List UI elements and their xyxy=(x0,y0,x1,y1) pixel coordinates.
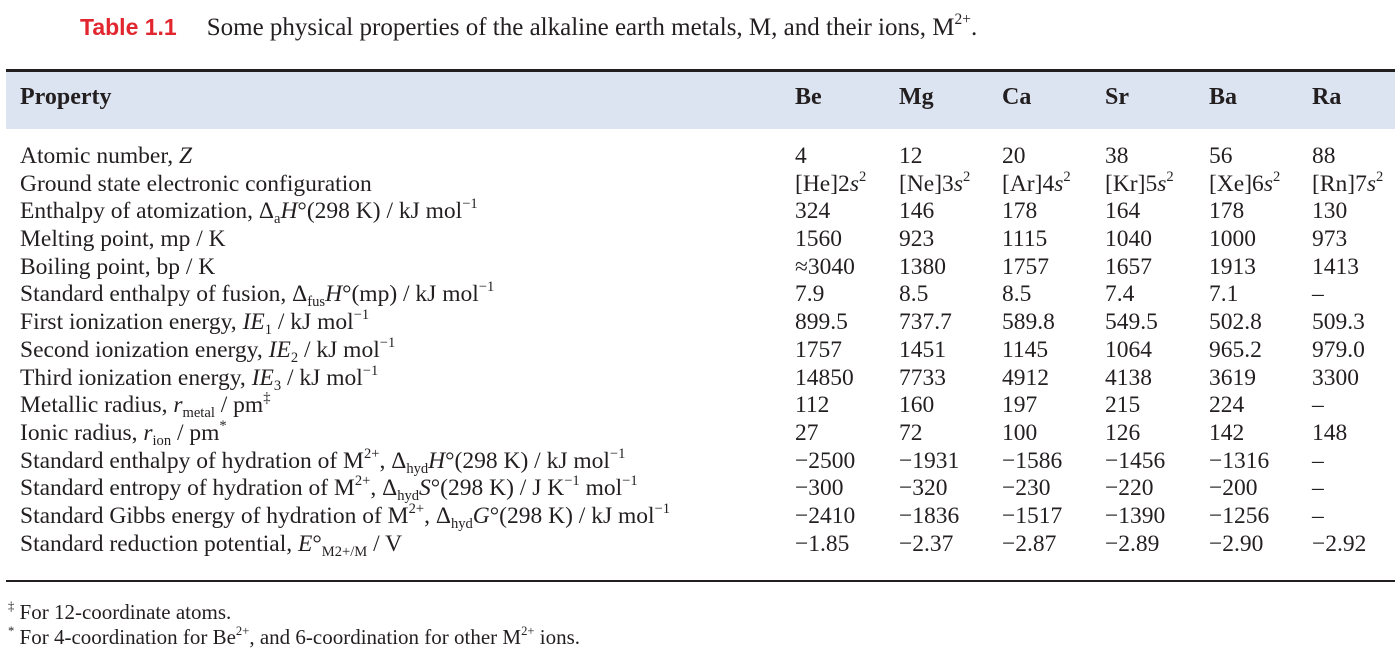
row-value-be: 1757 xyxy=(795,336,842,363)
row-property-label: Melting point, mp / K xyxy=(20,226,226,253)
row-value-ra: 1413 xyxy=(1312,253,1359,280)
row-value-ca: 20 xyxy=(1002,143,1026,169)
row-value-be: 27 xyxy=(795,419,819,446)
row-value-mg: 1451 xyxy=(899,336,946,363)
row-value-sr: 1040 xyxy=(1105,226,1152,253)
row-value-ra: 148 xyxy=(1312,419,1348,446)
row-value-ba: 7.1 xyxy=(1209,281,1239,308)
row-property-label: Standard entropy of hydration of $M^{2+}$, $\Delta_{hyd}S^\circ(298$ K) / J $K^{-1}$ mol$^{-1}$ xyxy=(20,473,638,505)
row-value-ba: 3619 xyxy=(1209,364,1256,391)
row-value-sr: 549.5 xyxy=(1105,309,1158,336)
footnote-asterisk xyxy=(8,625,580,650)
row-value-ra: 973 xyxy=(1312,226,1348,253)
row-value-ba: 224 xyxy=(1209,392,1245,419)
table-label: Table 1.1 xyxy=(80,14,177,40)
row-property-label: Boiling point, bp / K xyxy=(20,253,216,280)
row-value-ca: −230 xyxy=(1002,475,1051,502)
row-value-mg: −320 xyxy=(899,475,948,502)
row-value-ba: 178 xyxy=(1209,198,1245,225)
row-property-label: Standard enthalpy of fusion, $\Delta_{fus}H^\circ(mp)$ / kJ mol$^{-1}$ xyxy=(20,279,495,311)
header-band xyxy=(6,72,1395,129)
row-property-label: Ground state electronic configuration xyxy=(20,170,372,197)
row-value-be: −1.85 xyxy=(795,530,850,557)
row-value-mg: −1836 xyxy=(899,502,960,529)
footnote-mark: ‡ xyxy=(8,599,15,614)
row-value-ca: 1757 xyxy=(1002,253,1049,280)
row-value-ca: 100 xyxy=(1002,419,1038,446)
row-value-mg: 1380 xyxy=(899,253,946,280)
row-value-sr: −1456 xyxy=(1105,447,1166,474)
row-value-ra: −2.92 xyxy=(1312,530,1367,557)
row-value-ba: −1316 xyxy=(1209,447,1270,474)
caption-text: Some physical properties of the alkaline earth metals, M, and their ions, M xyxy=(206,14,955,41)
row-property-label: Standard Gibbs energy of hydration of $M^{2+}$, $\Delta_{hyd}G^\circ(298$ K) / kJ mol$^{-1}$ xyxy=(20,500,671,533)
row-property-label: Metallic radius, $r_{metal} / pm^\ddagger$ xyxy=(20,390,271,422)
row-value-be: 899.5 xyxy=(795,309,848,336)
row-value-sr: −2.89 xyxy=(1105,530,1160,557)
row-value-sr: 1064 xyxy=(1105,336,1152,363)
row-value-ra: 88 xyxy=(1312,143,1336,169)
row-value-be: 7.9 xyxy=(795,281,825,308)
row-value-mg: 923 xyxy=(899,226,935,253)
row-value-ba: −2.90 xyxy=(1209,530,1264,557)
row-value-sr: 126 xyxy=(1105,419,1141,446)
header-mg: Mg xyxy=(899,84,934,110)
row-value-ra: – xyxy=(1312,392,1324,419)
row-property-label: Standard enthalpy of hydration of $M^{2+}$, $\Delta_{hyd}H^\circ(298$ K) / kJ mol$^{-1}$ xyxy=(20,445,626,477)
row-value-ra: 3300 xyxy=(1312,364,1359,391)
row-value-sr: $[Kr]5s^2$ xyxy=(1105,168,1174,197)
row-value-ba: 965.2 xyxy=(1209,336,1262,363)
row-value-ra: 509.3 xyxy=(1312,309,1365,336)
row-value-be: 1560 xyxy=(795,226,842,253)
bottom-rule xyxy=(6,580,1395,582)
row-value-ba: $[Xe]6s^2$ xyxy=(1209,168,1281,197)
row-value-mg: 72 xyxy=(899,419,923,446)
header-ra: Ra xyxy=(1312,84,1342,110)
row-value-sr: −1390 xyxy=(1105,502,1166,529)
row-property-label: Enthalpy of atomization, $\Delta_aH^\circ(298$ K) / kJ mol$^{-1}$ xyxy=(20,196,478,228)
row-value-ca: $[Ar]4s^2$ xyxy=(1002,168,1071,197)
row-property-label: Standard reduction potential, $E^\circ_{M2+/M}$ / V xyxy=(20,530,403,560)
header-ca: Ca xyxy=(1002,84,1032,110)
row-value-be: 4 xyxy=(795,143,807,169)
row-value-mg: −1931 xyxy=(899,447,960,474)
row-value-ba: −200 xyxy=(1209,475,1258,502)
row-value-sr: 38 xyxy=(1105,143,1129,169)
footnote-text: For 12-coordinate atoms. xyxy=(19,600,232,624)
row-value-mg: 160 xyxy=(899,392,935,419)
footnote-mark: * xyxy=(8,624,15,639)
row-value-ra: – xyxy=(1312,475,1324,502)
row-value-sr: 1657 xyxy=(1105,253,1152,280)
row-value-mg: $[Ne]3s^2$ xyxy=(899,168,971,197)
row-value-ra: – xyxy=(1312,281,1324,308)
row-value-ra: $[Rn]7s^2$ xyxy=(1312,168,1384,197)
row-value-be: −2500 xyxy=(795,447,856,474)
row-value-ca: −1517 xyxy=(1002,502,1063,529)
row-value-ca: 1115 xyxy=(1002,226,1048,253)
row-value-mg: 7733 xyxy=(899,364,946,391)
row-value-ca: 589.8 xyxy=(1002,309,1055,336)
row-value-sr: 7.4 xyxy=(1105,281,1135,308)
row-value-be: ≈3040 xyxy=(795,253,855,280)
row-value-mg: 737.7 xyxy=(899,309,952,336)
row-value-ba: 142 xyxy=(1209,419,1245,446)
row-value-mg: 146 xyxy=(899,198,935,225)
caption-superscript: 2+ xyxy=(954,11,971,29)
row-value-sr: −220 xyxy=(1105,475,1154,502)
row-value-ca: 1145 xyxy=(1002,336,1049,363)
row-value-sr: 4138 xyxy=(1105,364,1152,391)
row-value-be: −2410 xyxy=(795,502,856,529)
table-caption xyxy=(80,11,978,42)
header-ba: Ba xyxy=(1209,84,1238,110)
row-value-mg: 12 xyxy=(899,143,923,169)
footnote-double-dagger xyxy=(8,600,231,625)
row-value-be: −300 xyxy=(795,475,844,502)
row-value-ca: 8.5 xyxy=(1002,281,1032,308)
row-value-ra: – xyxy=(1312,447,1324,474)
row-value-be: 324 xyxy=(795,198,831,225)
row-value-be: 14850 xyxy=(795,364,854,391)
row-value-ba: 502.8 xyxy=(1209,309,1262,336)
row-value-mg: 8.5 xyxy=(899,281,929,308)
row-property-label: First ionization energy, $IE_1$ / kJ mol$^{-1}$ xyxy=(20,306,370,339)
row-value-ba: 1000 xyxy=(1209,226,1256,253)
header-be: Be xyxy=(795,84,822,110)
row-value-sr: 215 xyxy=(1105,392,1141,419)
row-value-ca: 178 xyxy=(1002,198,1038,225)
row-value-ba: 1913 xyxy=(1209,253,1256,280)
row-value-ba: 56 xyxy=(1209,143,1233,169)
header-sr: Sr xyxy=(1105,84,1129,110)
row-value-ra: – xyxy=(1312,502,1324,529)
row-value-be: 112 xyxy=(795,392,830,419)
caption-end: . xyxy=(970,14,978,41)
row-value-ca: 197 xyxy=(1002,392,1038,419)
row-value-ra: 979.0 xyxy=(1312,336,1365,363)
row-property-label: Third ionization energy, $IE_3$ / kJ mol$^{-1}$ xyxy=(20,362,379,394)
row-value-ca: −1586 xyxy=(1002,447,1063,474)
footnote-text: For 4-coordination for $Be^{2+}$, and 6-coordination for other $M^{2+}$ ions. xyxy=(19,624,581,649)
row-value-ra: 130 xyxy=(1312,198,1348,225)
row-property-label: Ionic radius, $r_{ion} / pm^*$ xyxy=(20,417,227,449)
row-property-label: Second ionization energy, $IE_2$ / kJ mol$^{-1}$ xyxy=(20,334,396,366)
row-value-sr: 164 xyxy=(1105,198,1141,225)
row-property-label: Atomic number, Z xyxy=(20,143,193,169)
row-value-ca: 4912 xyxy=(1002,364,1049,391)
row-value-mg: −2.37 xyxy=(899,530,954,557)
header-property: Property xyxy=(20,84,112,110)
row-value-ba: −1256 xyxy=(1209,502,1270,529)
row-value-ca: −2.87 xyxy=(1002,530,1057,557)
row-value-be: $[He]2s^2$ xyxy=(795,168,867,197)
